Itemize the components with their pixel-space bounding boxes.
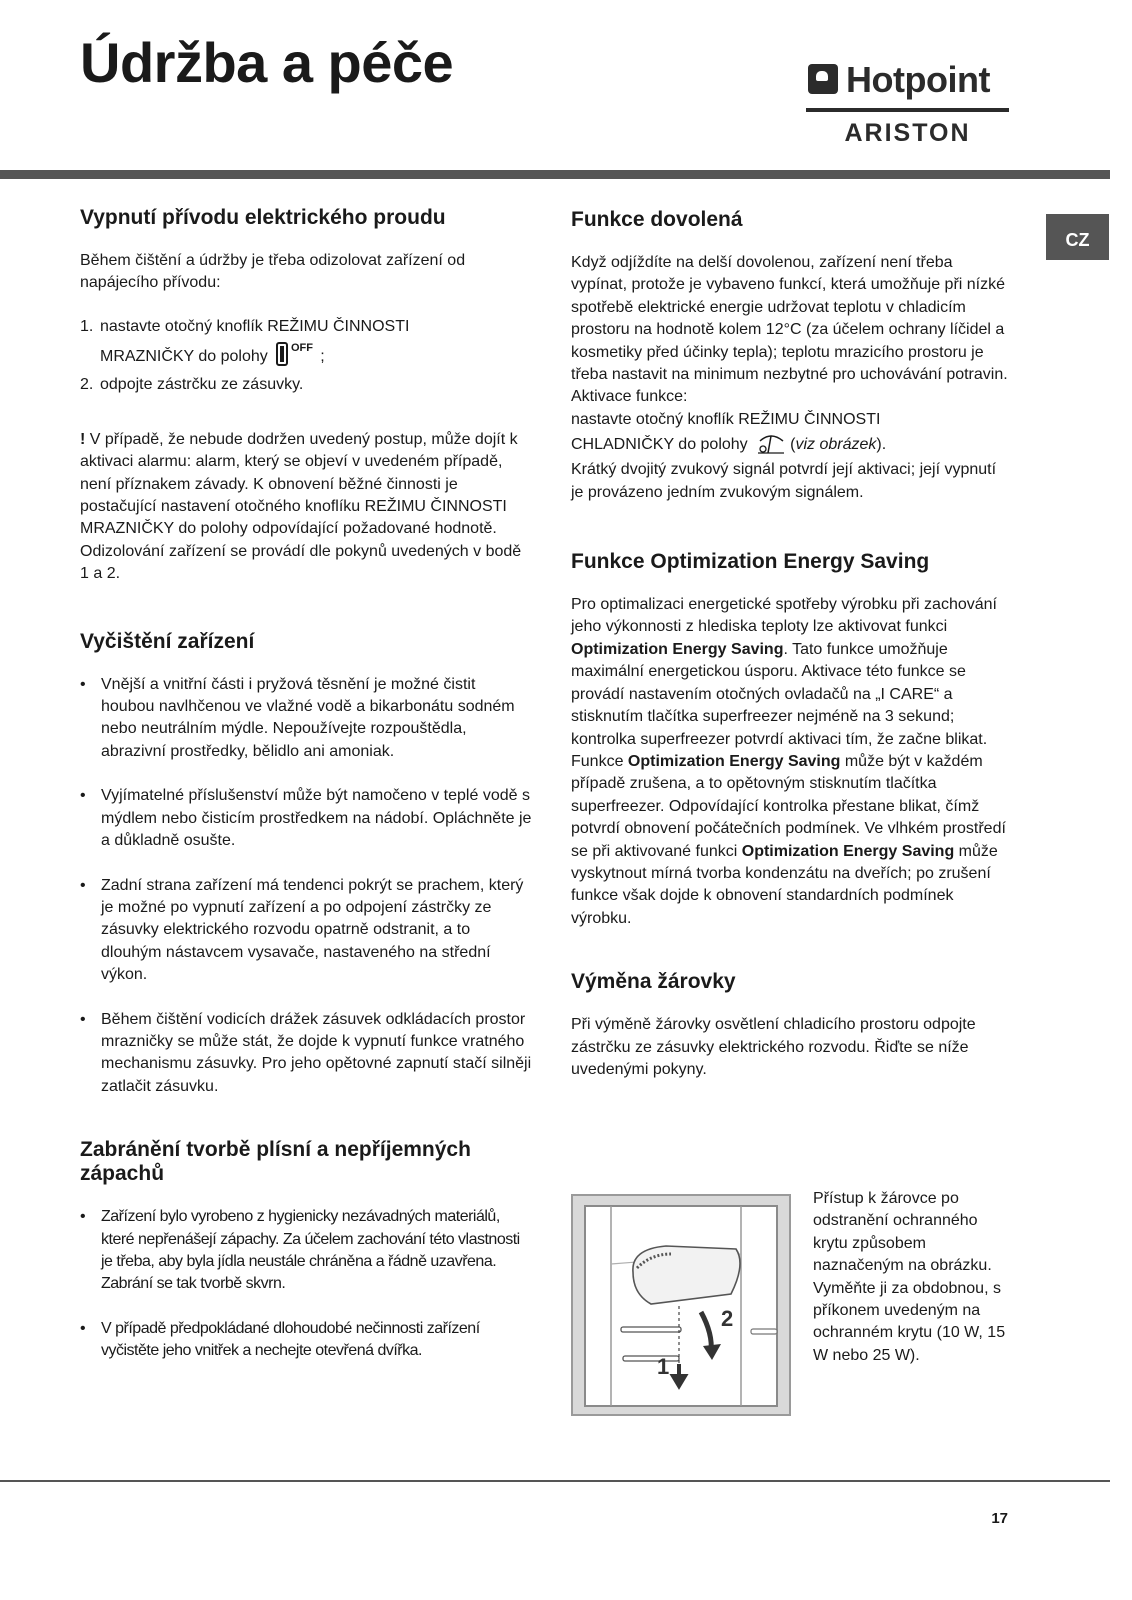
language-tab: CZ [1046, 214, 1109, 260]
list-item: • Během čištění vodicích drážek zásuvek odkládacích prostor mrazničky se může stát, že dojde k vypnutí funkce vratného mechanismu zásuvky. Pro jeho opětovné zapnutí stačí silněji zatlačit zásuvku. [80, 1009, 532, 1099]
paragraph: Při výměně žárovky osvětlení chladicího prostoru odpojte zástrčku ze zásuvky elektrického rozvodu. Řiďte se níže uvedenými pokyny. [571, 1016, 976, 1078]
section-cleaning [80, 630, 532, 1099]
bullet-list [80, 674, 532, 1099]
section-heading: Výměna žárovky [571, 970, 736, 994]
paragraph: Krátký dvojitý zvukový signál potvrdí její aktivaci; její vypnutí je provázeno jedním zvukovým signálem. [571, 461, 997, 501]
logo-subbrand: ARISTON [844, 119, 971, 147]
list-item: • Zadní strana zařízení má tendenci pokrýt se prachem, který je možné po vypnutí zařízení a po odpojení zástrčky ze zásuvky elektrického rozvodu opatrně odstranit, a to dlouhým nástavcem vysavače, nastaveného na střední výkon. [80, 875, 532, 987]
list-item: • V případě předpokládané dlohoudobé nečinnosti zařízení vyčistěte jeho vnitřek a nechejte otevřená dvířka. [80, 1318, 532, 1363]
footer-divider [0, 1480, 1110, 1482]
paragraph: Během čištění a údržby je třeba odizolovat zařízení od napájecího přívodu: [80, 252, 466, 292]
paragraph: Pro optimalizaci energetické spotřeby výrobku při zachování jeho výkonnosti z hlediska teploty lze aktivovat funkci Optimization Energy Saving. Tato funkce umožňuje maximální energetickou úsporu. Aktivace této funkce se provádí nastavením otočných ovladačů na „I CARE“ a stisknutím tlačítka superfreezer nejméně na 3 sekund; kontrolka superfreezer potvrdí aktivaci tím, že začne blikat. Funkce Optimization Energy Saving může být v každém případě zrušena, a to opětovným stisknutím tlačítka superfreezer. Odpovídající kontrolka přestane blikat, čímž potvrdí obnovení počátečních podmínek. Ve vlhkém prostředí se při aktivované funkci Optimization Energy Saving může vyskytnout mírná tvorba kondenzátu na dveřích; po zrušení funkce však dojde k obnovení standardních podmínek výrobku. [571, 596, 1006, 927]
paragraph: Když odjíždíte na delší dovolenou, zařízení není třeba vypínat, protože je vybaveno funkcí, která umožňuje při nízké spotřebě elektrické energie udržovat teplotu v chladicím prostoru na hodnotě kolem 12°C (za účelem ochrany líčidel a kosmetiky před účinky tepla); teplotu mrazicího prostoru je třeba nastavit na minimum nezbytné pro uchovávání potravin. [571, 254, 1008, 384]
figure-caption [813, 1188, 1013, 1367]
off-label: OFF [291, 341, 314, 354]
figure-label-2: 2 [721, 1306, 734, 1331]
warning-paragraph: ! V případě, že nebude dodržen uvedený postup, může dojít k aktivaci alarmu: alarm, který se objeví v uvedeném případě, není příznakem závady. K obnovení běžné činnosti je postačující nastavení otočného knoflíku REŽIMU ČINNOSTI MRAZNIČKY do polohy odpovídající požadované hodnotě. Odizolování zařízení se provádí dle pokynů uvedených v bodě 1 a 2. [80, 430, 522, 583]
section-heading: Funkce dovolená [571, 208, 743, 231]
left-column [80, 206, 532, 1403]
warning-icon: ! [80, 430, 86, 448]
hotpoint-mark-icon [808, 64, 838, 94]
page-number: 17 [991, 1510, 1008, 1527]
logo-wordmark: Hotpoint [846, 59, 990, 100]
section-heading: Vyčištění zařízení [80, 629, 255, 653]
list-item: 1. nastavte otočný knoflík REŽIMU ČINNOSTI MRAZNIČKY do polohy OFF ; [80, 317, 410, 365]
paragraph: Vyměňte ji za obdobnou, s příkonem uvedeným na ochranném krytu (10 W, 15 W nebo 25 W). [813, 1279, 1006, 1364]
paragraph: Přístup k žárovce po odstranění ochranného krytu způsobem naznačeným na obrázku. [813, 1190, 992, 1275]
brand-logo [806, 58, 1009, 150]
section-bulb-replacement [571, 970, 1011, 1081]
section-holiday-function [571, 208, 1011, 504]
paragraph: nastavte otočný knoflík REŽIMU ČINNOSTI [571, 410, 881, 428]
logo-divider [806, 108, 1009, 112]
section-energy-saving [571, 550, 1011, 930]
figure-label-1: 1 [657, 1354, 670, 1379]
list-item: • Zařízení bylo vyrobeno z hygienicky nezávadných materiálů, které nepřenášejí zápachy. Za účelem zachování této vlastnosti je třeba, aby byla jídla neustále chráněna a řádně uzavřena. Zabrání se tak tvorbě skvrn. [80, 1206, 532, 1296]
section-heading: Zabránění tvorbě plísní a nepříjemných zápachů [80, 1138, 471, 1186]
steps-list [80, 313, 532, 399]
list-item: • Vyjímatelné příslušenství může být namočeno v teplé vodě s mýdlem nebo čisticím prostředkem na nádobí. Opláchněte je a důkladně osušte. [80, 785, 532, 852]
paragraph: Aktivace funkce: [571, 388, 688, 406]
header-divider [0, 170, 1110, 179]
bulb-replacement-illustration [571, 1194, 791, 1416]
holiday-mode-icon [756, 433, 786, 455]
right-column [571, 208, 1011, 1379]
page-title: Údržba a péče [80, 31, 454, 94]
list-item: • Vnější a vnitřní části i pryžová těsnění je možné čistit houbou navlhčenou ve vlažné vodě a bikarbonátu sodném nebo neutrálním mýdle. Nepoužívejte rozpouštědla, abrazivní prostředky, bělidlo ani amoniak. [80, 674, 532, 764]
section-power-disconnect [80, 206, 532, 586]
section-mould-prevention [80, 1138, 532, 1362]
paragraph: CHLADNIČKY do polohy (viz obrázek). [571, 431, 1011, 459]
section-heading: Vypnutí přívodu elektrického proudu [80, 206, 446, 229]
list-item: 2. odpojte zástrčku ze zásuvky. [80, 375, 304, 393]
section-heading: Funkce Optimization Energy Saving [571, 550, 930, 574]
bullet-list [80, 1206, 532, 1362]
off-knob-icon [276, 341, 320, 367]
